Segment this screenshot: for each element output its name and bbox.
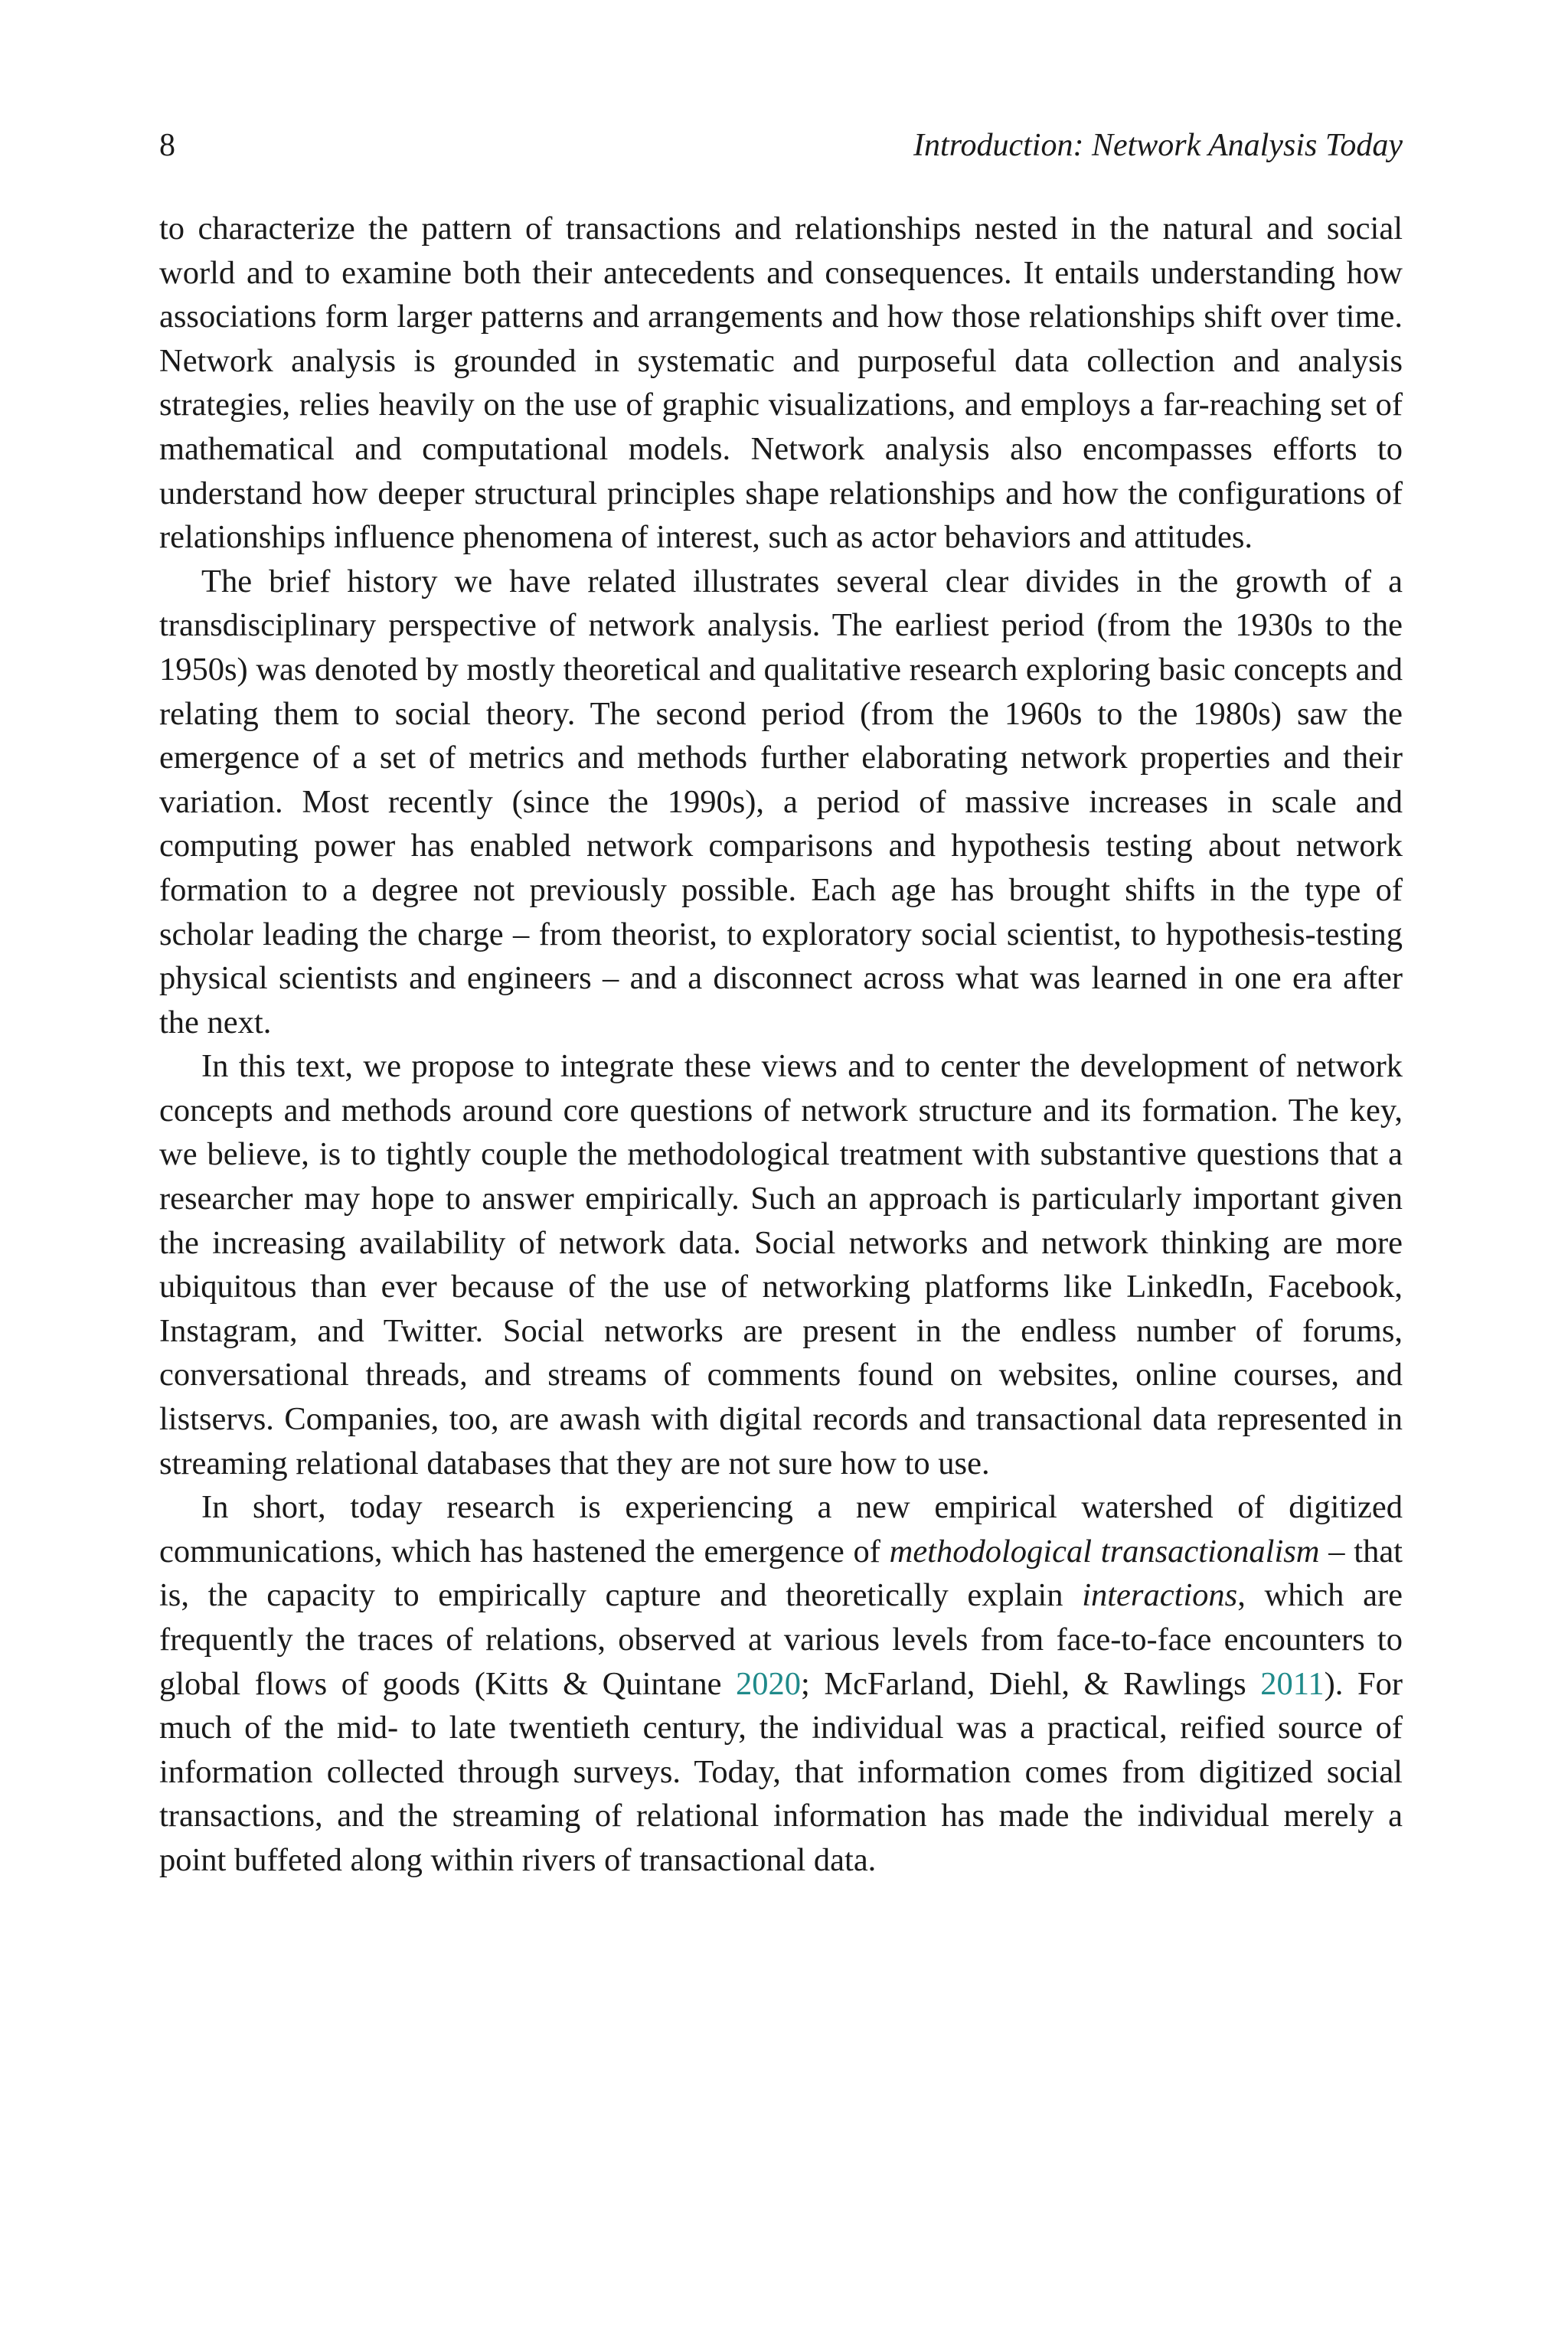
term-interactions: interactions xyxy=(1082,1577,1238,1614)
paragraph-4-text-1: In short, today research is experiencing a new empirical watershed of digitized communications, which has hastened the emergence of xyxy=(159,1489,1403,1570)
paragraph-4-text-2: – that is, the capacity to empirically capture and theoretically explain xyxy=(159,1533,1403,1614)
page-number: 8 xyxy=(159,128,175,163)
running-head xyxy=(159,122,1403,168)
paragraph-4 xyxy=(159,1485,1403,1882)
term-methodological-transactionalism: methodological transactionalism xyxy=(889,1533,1320,1570)
citation-link-mcfarland-2011[interactable]: 2011 xyxy=(1260,1665,1325,1702)
running-title: Introduction: Network Analysis Today xyxy=(913,128,1403,163)
paragraph-1: to characterize the pattern of transactions and relationships nested in the natural and social world and to examine both their antecedents and consequences. It entails understanding how associations form larger patterns and arrangements and how those relationships shift over time. Network analysis is grounded in systematic and purposeful data collection and analysis strategies, relies heavily on the use of graphic visualizations, and employs a far-reaching set of mathematical and computational models. Network analysis also encompasses efforts to understand how deeper structural principles shape relationships and how the configurations of relationships influence phenomena of interest, such as actor behaviors and attitudes. xyxy=(159,211,1403,556)
paragraph-4-text-4: ; McFarland, Diehl, & Rawlings xyxy=(800,1665,1261,1702)
paragraph-3: In this text, we propose to integrate these views and to center the development of network concepts and methods around core questions of network structure and its formation. The key, we believe, is to tightly couple the methodological treatment with substantive questions that a researcher may hope to answer empirically. Such an approach is particularly important given the increasing availability of network data. Social networks and network thinking are more ubiquitous than ever because of the use of networking platforms like LinkedIn, Facebook, Instagram, and Twitter. Social networks are present in the endless number of forums, conversational threads, and streams of comments found on websites, online courses, and listservs. Companies, too, are awash with digital records and transactional data represented in streaming relational databases that they are not sure how to use. xyxy=(159,1048,1403,1481)
book-page xyxy=(159,0,1403,2352)
paragraph-4-text-3: , which are frequently the traces of relations, observed at various levels from face-to-face encounters to global flows of goods (Kitts & Quintane xyxy=(159,1577,1403,1702)
paragraph-2: The brief history we have related illustrates several clear divides in the growth of a transdisciplinary perspective of network analysis. The earliest period (from the 1930s to the 1950s) was denoted by mostly theoretical and qualitative research exploring basic concepts and relating them to social theory. The second period (from the 1960s to the 1980s) saw the emergence of a set of metrics and methods further elaborating network properties and their variation. Most recently (since the 1990s), a period of massive increases in scale and computing power has enabled network comparisons and hypothesis testing about network formation to a degree not previously possible. Each age has brought shifts in the type of scholar leading the charge – from theorist, to exploratory social scientist, to hypothesis-testing physical scientists and engineers – and a disconnect across what was learned in one era after the next. xyxy=(159,563,1403,1040)
citation-link-kitts-quintane-2020[interactable]: 2020 xyxy=(735,1665,801,1702)
body-text xyxy=(159,207,1403,1883)
paragraph-4-text-5: ). For much of the mid- to late twentieth century, the individual was a practical, reified source of information collected through surveys. Today, that information comes from digitized social transactions, and the streaming of relational information has made the individual merely a point buffeted along within rivers of transactional data. xyxy=(159,1665,1403,1878)
